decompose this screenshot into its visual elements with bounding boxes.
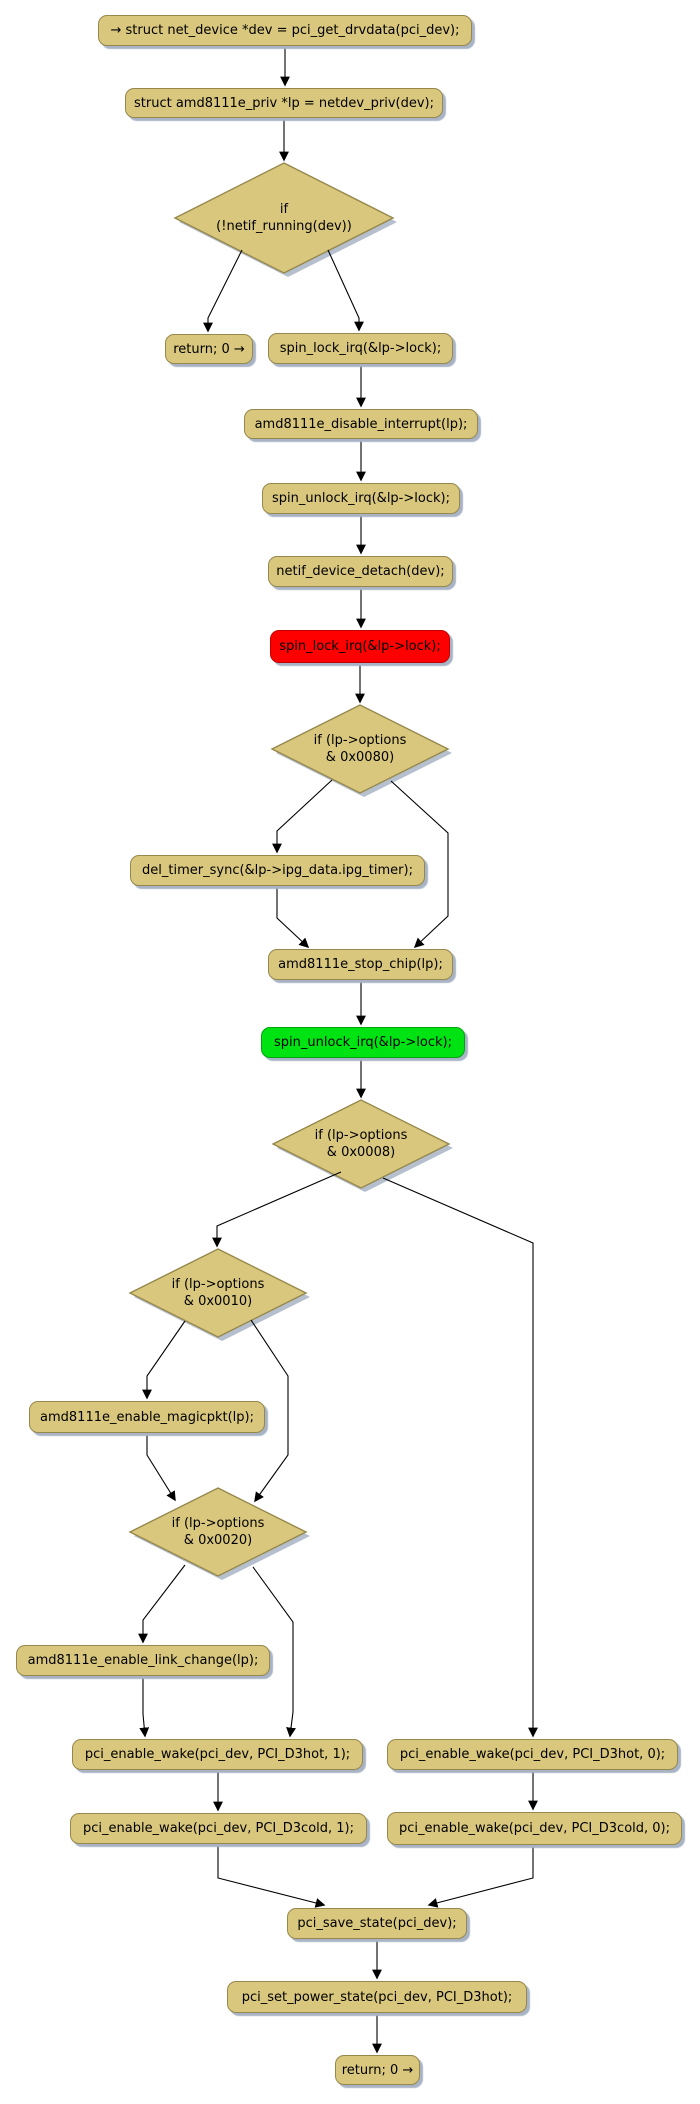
node-pci-enable-wake-d3hot-1: pci_enable_wake(pci_dev, PCI_D3hot, 1); — [72, 1739, 363, 1770]
node-spin-lock-irq-2-red: spin_lock_irq(&lp->lock); — [270, 630, 450, 663]
decision-if-options-0x0020 — [130, 1488, 306, 1576]
node-enable-magicpkt: amd8111e_enable_magicpkt(lp); — [29, 1401, 265, 1433]
node-pci-enable-wake-d3cold-1: pci_enable_wake(pci_dev, PCI_D3cold, 1); — [70, 1813, 367, 1844]
node-pci-enable-wake-d3cold-0: pci_enable_wake(pci_dev, PCI_D3cold, 0); — [387, 1812, 682, 1845]
node-pci-enable-wake-d3hot-0: pci_enable_wake(pci_dev, PCI_D3hot, 0); — [387, 1739, 678, 1770]
node-netdev-priv: struct amd8111e_priv *lp = netdev_priv(dev); — [125, 88, 443, 118]
node-stop-chip: amd8111e_stop_chip(lp); — [268, 949, 453, 980]
decision-label-0x0010: if (lp->options & 0x0010) — [171, 1277, 265, 1309]
node-pci-save-state: pci_save_state(pci_dev); — [287, 1908, 467, 1939]
decision-if-options-0x0080 — [272, 705, 448, 793]
node-spin-unlock-irq-2-green: spin_unlock_irq(&lp->lock); — [261, 1027, 465, 1058]
decision-label-if-netif-running: if (!netif_running(dev)) — [216, 202, 352, 234]
node-del-timer-sync: del_timer_sync(&lp->ipg_data.ipg_timer); — [130, 855, 425, 886]
node-spin-lock-irq-1: spin_lock_irq(&lp->lock); — [268, 333, 453, 364]
node-return-end: return; 0 → — [335, 2055, 420, 2085]
decision-if-options-0x0008 — [273, 1100, 449, 1188]
node-pci-set-power-state: pci_set_power_state(pci_dev, PCI_D3hot); — [227, 1981, 527, 2013]
decision-label-0x0080: if (lp->options & 0x0080) — [313, 733, 407, 765]
node-return-early: return; 0 → — [165, 334, 253, 364]
node-disable-interrupt: amd8111e_disable_interrupt(lp); — [244, 409, 478, 439]
node-netif-device-detach: netif_device_detach(dev); — [268, 556, 453, 587]
node-spin-unlock-irq-1: spin_unlock_irq(&lp->lock); — [262, 483, 460, 514]
node-entry: → struct net_device *dev = pci_get_drvdata(pci_dev); — [98, 15, 472, 46]
decision-if-options-0x0010 — [130, 1249, 306, 1337]
decision-label-0x0020: if (lp->options & 0x0020) — [171, 1516, 265, 1548]
node-enable-link-change: amd8111e_enable_link_change(lp); — [16, 1645, 270, 1676]
decision-if-netif-running — [175, 163, 393, 273]
decision-label-0x0008: if (lp->options & 0x0008) — [314, 1128, 408, 1160]
